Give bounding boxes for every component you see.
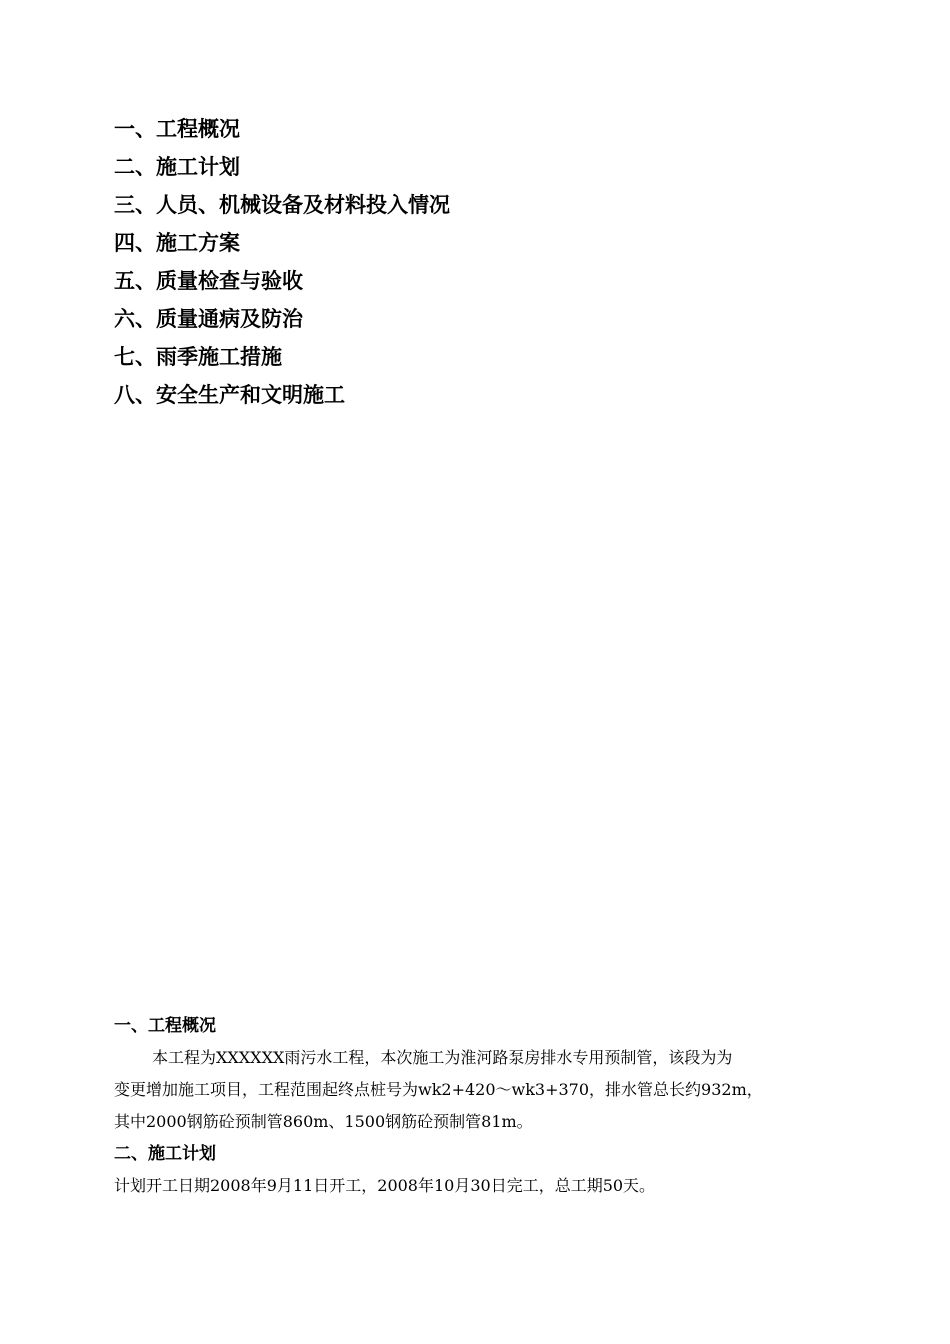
section-heading-overview: 一、工程概况 <box>114 1016 216 1036</box>
section-heading-plan: 二、施工计划 <box>114 1144 216 1164</box>
document-body <box>114 1010 838 1202</box>
toc-item-quality-defects: 六、质量通病及防治 <box>114 307 303 331</box>
toc-item-safety: 八、安全生产和文明施工 <box>114 383 345 407</box>
paragraph-line: 其中2000钢筋砼预制管860m、1500钢筋砼预制管81m。 <box>114 1112 533 1131</box>
toc-item-method: 四、施工方案 <box>114 231 240 255</box>
toc-item-rainy-season: 七、雨季施工措施 <box>114 345 282 369</box>
toc-item-quality-check: 五、质量检查与验收 <box>114 269 303 293</box>
toc-item-overview: 一、工程概况 <box>114 117 240 141</box>
paragraph-line: 本工程为XXXXXX雨污水工程，本次施工为淮河路泵房排水专用预制管，该段为为 <box>152 1048 733 1067</box>
paragraph-line: 变更增加施工项目，工程范围起终点桩号为wk2+420～wk3+370，排水管总长约932m， <box>114 1080 763 1099</box>
paragraph-line: 计划开工日期2008年9月11日开工，2008年10月30日完工，总工期50天。 <box>114 1176 656 1195</box>
table-of-contents <box>114 110 814 414</box>
toc-item-resources: 三、人员、机械设备及材料投入情况 <box>114 193 450 217</box>
toc-item-plan: 二、施工计划 <box>114 155 240 179</box>
